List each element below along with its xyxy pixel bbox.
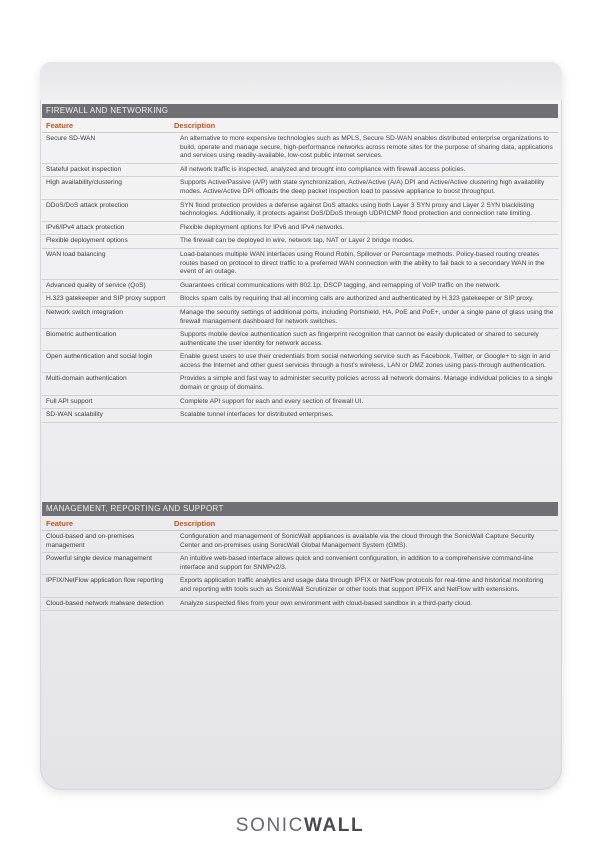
table-row bbox=[42, 373, 558, 395]
logo-text-wall: WALL bbox=[303, 815, 365, 836]
feature-column-header: Feature bbox=[46, 519, 74, 528]
table-row bbox=[42, 531, 558, 553]
datasheet-panel bbox=[40, 62, 562, 790]
table-row bbox=[42, 598, 558, 612]
feature-cell: Network switch integration bbox=[46, 308, 123, 316]
feature-column-header: Feature bbox=[46, 121, 74, 130]
feature-cell: Full API support bbox=[46, 397, 93, 405]
feature-cell: Powerful single device management bbox=[46, 555, 152, 563]
description-cell: Load-balances multiple WAN interfaces using Round Robin, Spillover or Percentage methods. Policy-based routing creates routes based on protocol to direct traffic to a preferred WAN connection with the ability to fail back to a secondary WAN in the event of an outage. bbox=[180, 250, 545, 276]
firewall-networking-section bbox=[42, 104, 558, 423]
feature-table bbox=[42, 531, 558, 611]
feature-cell: H.323 gatekeeper and SIP proxy support bbox=[46, 295, 166, 303]
table-row bbox=[42, 553, 558, 575]
table-row bbox=[42, 293, 558, 307]
feature-cell: Stateful packet inspection bbox=[46, 165, 122, 173]
feature-cell: Secure SD-WAN bbox=[46, 135, 96, 142]
feature-cell: Flexible deployment options bbox=[46, 237, 128, 245]
description-cell: Complete API support for each and every section of firewall UI. bbox=[180, 397, 364, 405]
table-row bbox=[42, 164, 558, 178]
table-row bbox=[42, 307, 558, 329]
description-column-header: Description bbox=[174, 519, 216, 528]
table-row bbox=[42, 222, 558, 236]
feature-cell: IPv6/IPv4 attack protection bbox=[46, 223, 125, 231]
table-row bbox=[42, 249, 558, 280]
table-row bbox=[42, 409, 558, 423]
table-row bbox=[42, 329, 558, 351]
feature-cell: DDoS/DoS attack protection bbox=[46, 201, 129, 209]
description-cell: Analyze suspected files from your own environment with cloud-based sandbox in a third-party cloud. bbox=[180, 599, 473, 607]
description-cell: Guarantees critical communications with 802.1p, DSCP tagging, and remapping of VoIP traffic on the network. bbox=[180, 281, 501, 289]
description-cell: Enable guest users to use their credentials from social networking service such as Facebook, Twitter, or Google+ to sign in and access the Internet and other guest services through a host's wireless, LAN or DMZ zones using pass-through authentication. bbox=[180, 353, 551, 369]
feature-cell: Advanced quality of service (QoS) bbox=[46, 281, 146, 289]
section-title: FIREWALL AND NETWORKING bbox=[42, 104, 558, 118]
description-cell: Flexible deployment options for IPv6 and IPv4 networks. bbox=[180, 223, 345, 231]
feature-cell: WAN load balancing bbox=[46, 250, 106, 258]
feature-cell: IPFIX/NetFlow application flow reporting bbox=[46, 577, 164, 585]
description-cell: Scalable tunnel interfaces for distributed enterprises. bbox=[180, 411, 334, 419]
column-header bbox=[42, 118, 558, 133]
description-cell: Configuration and management of SonicWall appliances is available via the cloud through the SonicWall Capture Security Center and on-premises using SonicWall Global Management System (GMS). bbox=[180, 533, 535, 549]
table-row bbox=[42, 177, 558, 199]
description-cell: The firewall can be deployed in wire, network tap, NAT or Layer 2 bridge modes. bbox=[180, 237, 414, 245]
feature-cell: Open authentication and social login bbox=[46, 353, 153, 361]
feature-cell: Multi-domain authentication bbox=[46, 375, 127, 383]
feature-cell: Biometric authentication bbox=[46, 331, 117, 339]
management-reporting-section bbox=[42, 502, 558, 611]
description-cell: Blocks spam calls by requiring that all incoming calls are authorized and authenticated by H.323 gatekeeper or SIP proxy. bbox=[180, 295, 534, 303]
description-column-header: Description bbox=[174, 121, 216, 130]
sonicwall-logo bbox=[0, 815, 600, 837]
table-row bbox=[42, 280, 558, 294]
feature-cell: Cloud-based and on-premises management bbox=[46, 533, 135, 549]
table-row bbox=[42, 575, 558, 597]
logo-text-sonic: SONIC bbox=[235, 815, 304, 836]
description-cell: Manage the security settings of additional ports, including Portshield, HA, PoE and PoE+, under a single pane of glass using the firewall management dashboard for network switches. bbox=[180, 308, 554, 325]
description-cell: An alternative to more expensive technologies such as MPLS, Secure SD-WAN enables distributed enterprise organizations to build, operate and manage secure, high-performance networks across remote sites for the purpose of sharing data, applications and services using readily-available, low-cost public internet services. bbox=[180, 135, 553, 160]
description-cell: Supports Active/Passive (A/P) with state synchronization, Active/Active (A/A) DPI and Active/Active clustering high availability modes. Active/Active DPI offloads the deep packet inspection load to passive appliance to boost throughput. bbox=[180, 179, 545, 195]
table-row bbox=[42, 133, 558, 164]
table-row bbox=[42, 235, 558, 249]
description-cell: Exports application traffic analytics and usage data through IPFIX or NetFlow protocols for real-time and historical monitoring and reporting with tools such as SonicWall Scrutinizer or other tools that support IPFIX and NetFlow with extensions. bbox=[180, 577, 544, 593]
description-cell: An intuitive web-based interface allows quick and convenient configuration, in addition to a comprehensive command-line interface and support for SNMPv2/3. bbox=[180, 555, 534, 571]
feature-cell: Cloud-based network malware detection bbox=[46, 599, 164, 607]
section-title: MANAGEMENT, REPORTING AND SUPPORT bbox=[42, 502, 558, 516]
table-row bbox=[42, 351, 558, 373]
table-row bbox=[42, 200, 558, 222]
feature-cell: High availability/clustering bbox=[46, 179, 122, 187]
column-header bbox=[42, 516, 558, 531]
description-cell: All network traffic is inspected, analyzed and brought into compliance with firewall access policies. bbox=[180, 165, 466, 173]
description-cell: SYN flood protection provides a defense against DoS attacks using both Layer 3 SYN proxy and Layer 2 SYN blacklisting technologies. Additionally, it protects against DoS/DDoS through UDP/ICMP flood protection and connection rate limiting. bbox=[180, 201, 535, 218]
feature-cell: SD-WAN scalability bbox=[46, 411, 103, 419]
description-cell: Supports mobile device authentication such as fingerprint recognition that cannot be easily duplicated or shared to securely authenticate the user identity for network access. bbox=[180, 331, 539, 347]
feature-table bbox=[42, 133, 558, 423]
table-row bbox=[42, 396, 558, 410]
description-cell: Provides a simple and fast way to administer security policies across all network domains. Manage individual policies to a single domain or group of domains. bbox=[180, 375, 553, 392]
